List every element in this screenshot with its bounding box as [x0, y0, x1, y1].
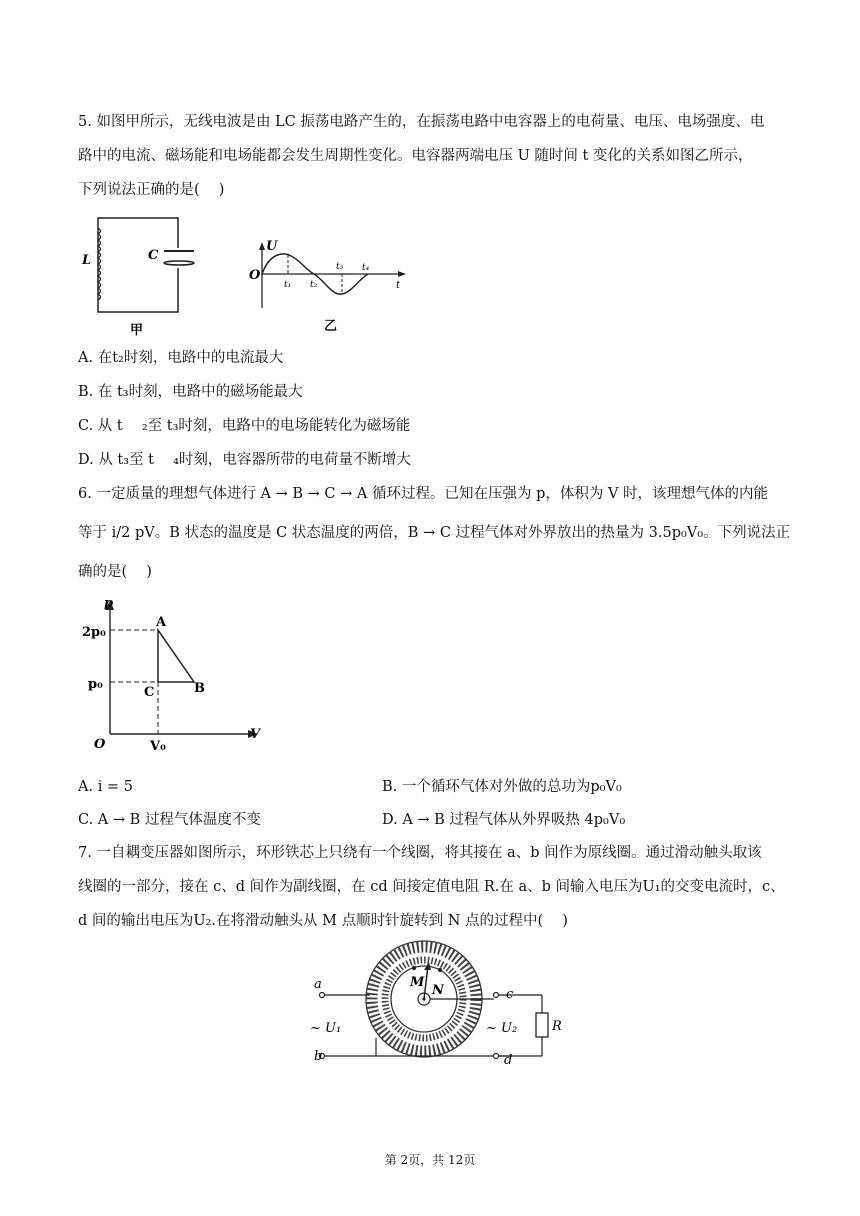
- label-O: O: [249, 268, 261, 283]
- resistor-R: [536, 1013, 548, 1037]
- label-C: C: [148, 248, 159, 263]
- label-V: V: [250, 727, 261, 742]
- label-t: t: [396, 280, 401, 291]
- q5-option-b: B. 在 t₃时刻，电路中的磁场能最大: [78, 384, 303, 400]
- q7-line-1: 7. 一自耦变压器如图所示，环形铁芯上只绕有一个线圈，将其接在 a、b 间作为原线圈。通过滑动触头取该: [78, 845, 762, 861]
- autotransformer-figure: [306, 938, 566, 1076]
- label-L: L: [82, 253, 92, 268]
- label-U1: ~ U₁: [310, 1021, 342, 1036]
- page-footer: 第 2页，共 12页: [384, 1153, 476, 1167]
- label-2p0: 2p₀: [82, 625, 106, 640]
- q6-line-2: 等于 i/2 pV。B 状态的温度是 C 状态温度的两倍，B → C 过程气体对外界放出的热量为 3.5p₀V₀。下列说法正: [78, 525, 791, 541]
- label-t3: t₃: [336, 262, 344, 272]
- q5-line-3: 下列说法正确的是( ): [78, 182, 225, 198]
- label-V0: V₀: [150, 739, 166, 754]
- q5-line-1: 5. 如图甲所示，无线电波是由 LC 振荡电路产生的，在振荡电路中电容器上的电荷量、电压、电场强度、电: [78, 114, 765, 130]
- q6-option-d: D. A → B 过程气体从外界吸热 4p₀V₀: [382, 812, 626, 828]
- caption-yi: 乙: [324, 319, 338, 334]
- label-t2: t₂: [310, 280, 318, 290]
- label-b: b: [314, 1049, 323, 1064]
- label-origin: O: [94, 737, 106, 752]
- label-M: M: [410, 975, 425, 990]
- label-a: a: [314, 977, 322, 992]
- q5-option-c: C. 从 t ₂至 t₃时刻，电路中的电场能转化为磁场能: [78, 418, 411, 434]
- label-c: c: [506, 987, 514, 1002]
- label-U2: ~ U₂: [486, 1021, 518, 1036]
- label-p0: p₀: [88, 677, 103, 692]
- q6-line-3: 确的是( ): [78, 564, 152, 580]
- pv-cycle-graph: [82, 592, 272, 758]
- label-R: R: [552, 1019, 562, 1034]
- q7-line-2: 线圈的一部分，接在 c、d 间作为副线圈，在 cd 间接定值电阻 R.在 a、b 间输入电压为U₁的交变电流时，c、: [78, 879, 785, 895]
- label-A: A: [156, 615, 167, 630]
- voltage-time-graph: [240, 236, 410, 336]
- q6-option-a: A. i = 5: [78, 779, 133, 795]
- label-t1: t₁: [284, 280, 292, 290]
- q6-option-c: C. A → B 过程气体温度不变: [78, 812, 261, 828]
- q5-option-a: A. 在t₂时刻，电路中的电流最大: [78, 350, 284, 366]
- q5-line-2: 路中的电流、磁场能和电场能都会发生周期性变化。电容器两端电压 U 随时间 t 变化的关系如图乙所示，: [78, 148, 753, 164]
- q6-option-b: B. 一个循环气体对外做的总功为p₀V₀: [382, 779, 622, 795]
- q5-option-d: D. 从 t₃至 t ₄时刻，电容器所带的电荷量不断增大: [78, 452, 411, 468]
- lc-circuit-figure: [78, 212, 228, 342]
- q7-line-3: d 间的输出电压为U₂.在将滑动触头从 M 点顺时针旋转到 N 点的过程中( ): [78, 913, 568, 929]
- label-t4: t₄: [362, 263, 370, 273]
- label-U: U: [266, 239, 278, 254]
- label-N: N: [432, 983, 444, 998]
- q6-line-1: 6. 一定质量的理想气体进行 A → B → C → A 循环过程。已知在压强为 p，体积为 V 时，该理想气体的内能: [78, 486, 769, 502]
- cycle-triangle: [158, 630, 194, 682]
- label-C: C: [144, 685, 155, 700]
- caption-jia: 甲: [130, 323, 144, 338]
- label-p: p: [104, 596, 114, 611]
- label-B: B: [194, 681, 205, 696]
- label-d: d: [504, 1053, 513, 1068]
